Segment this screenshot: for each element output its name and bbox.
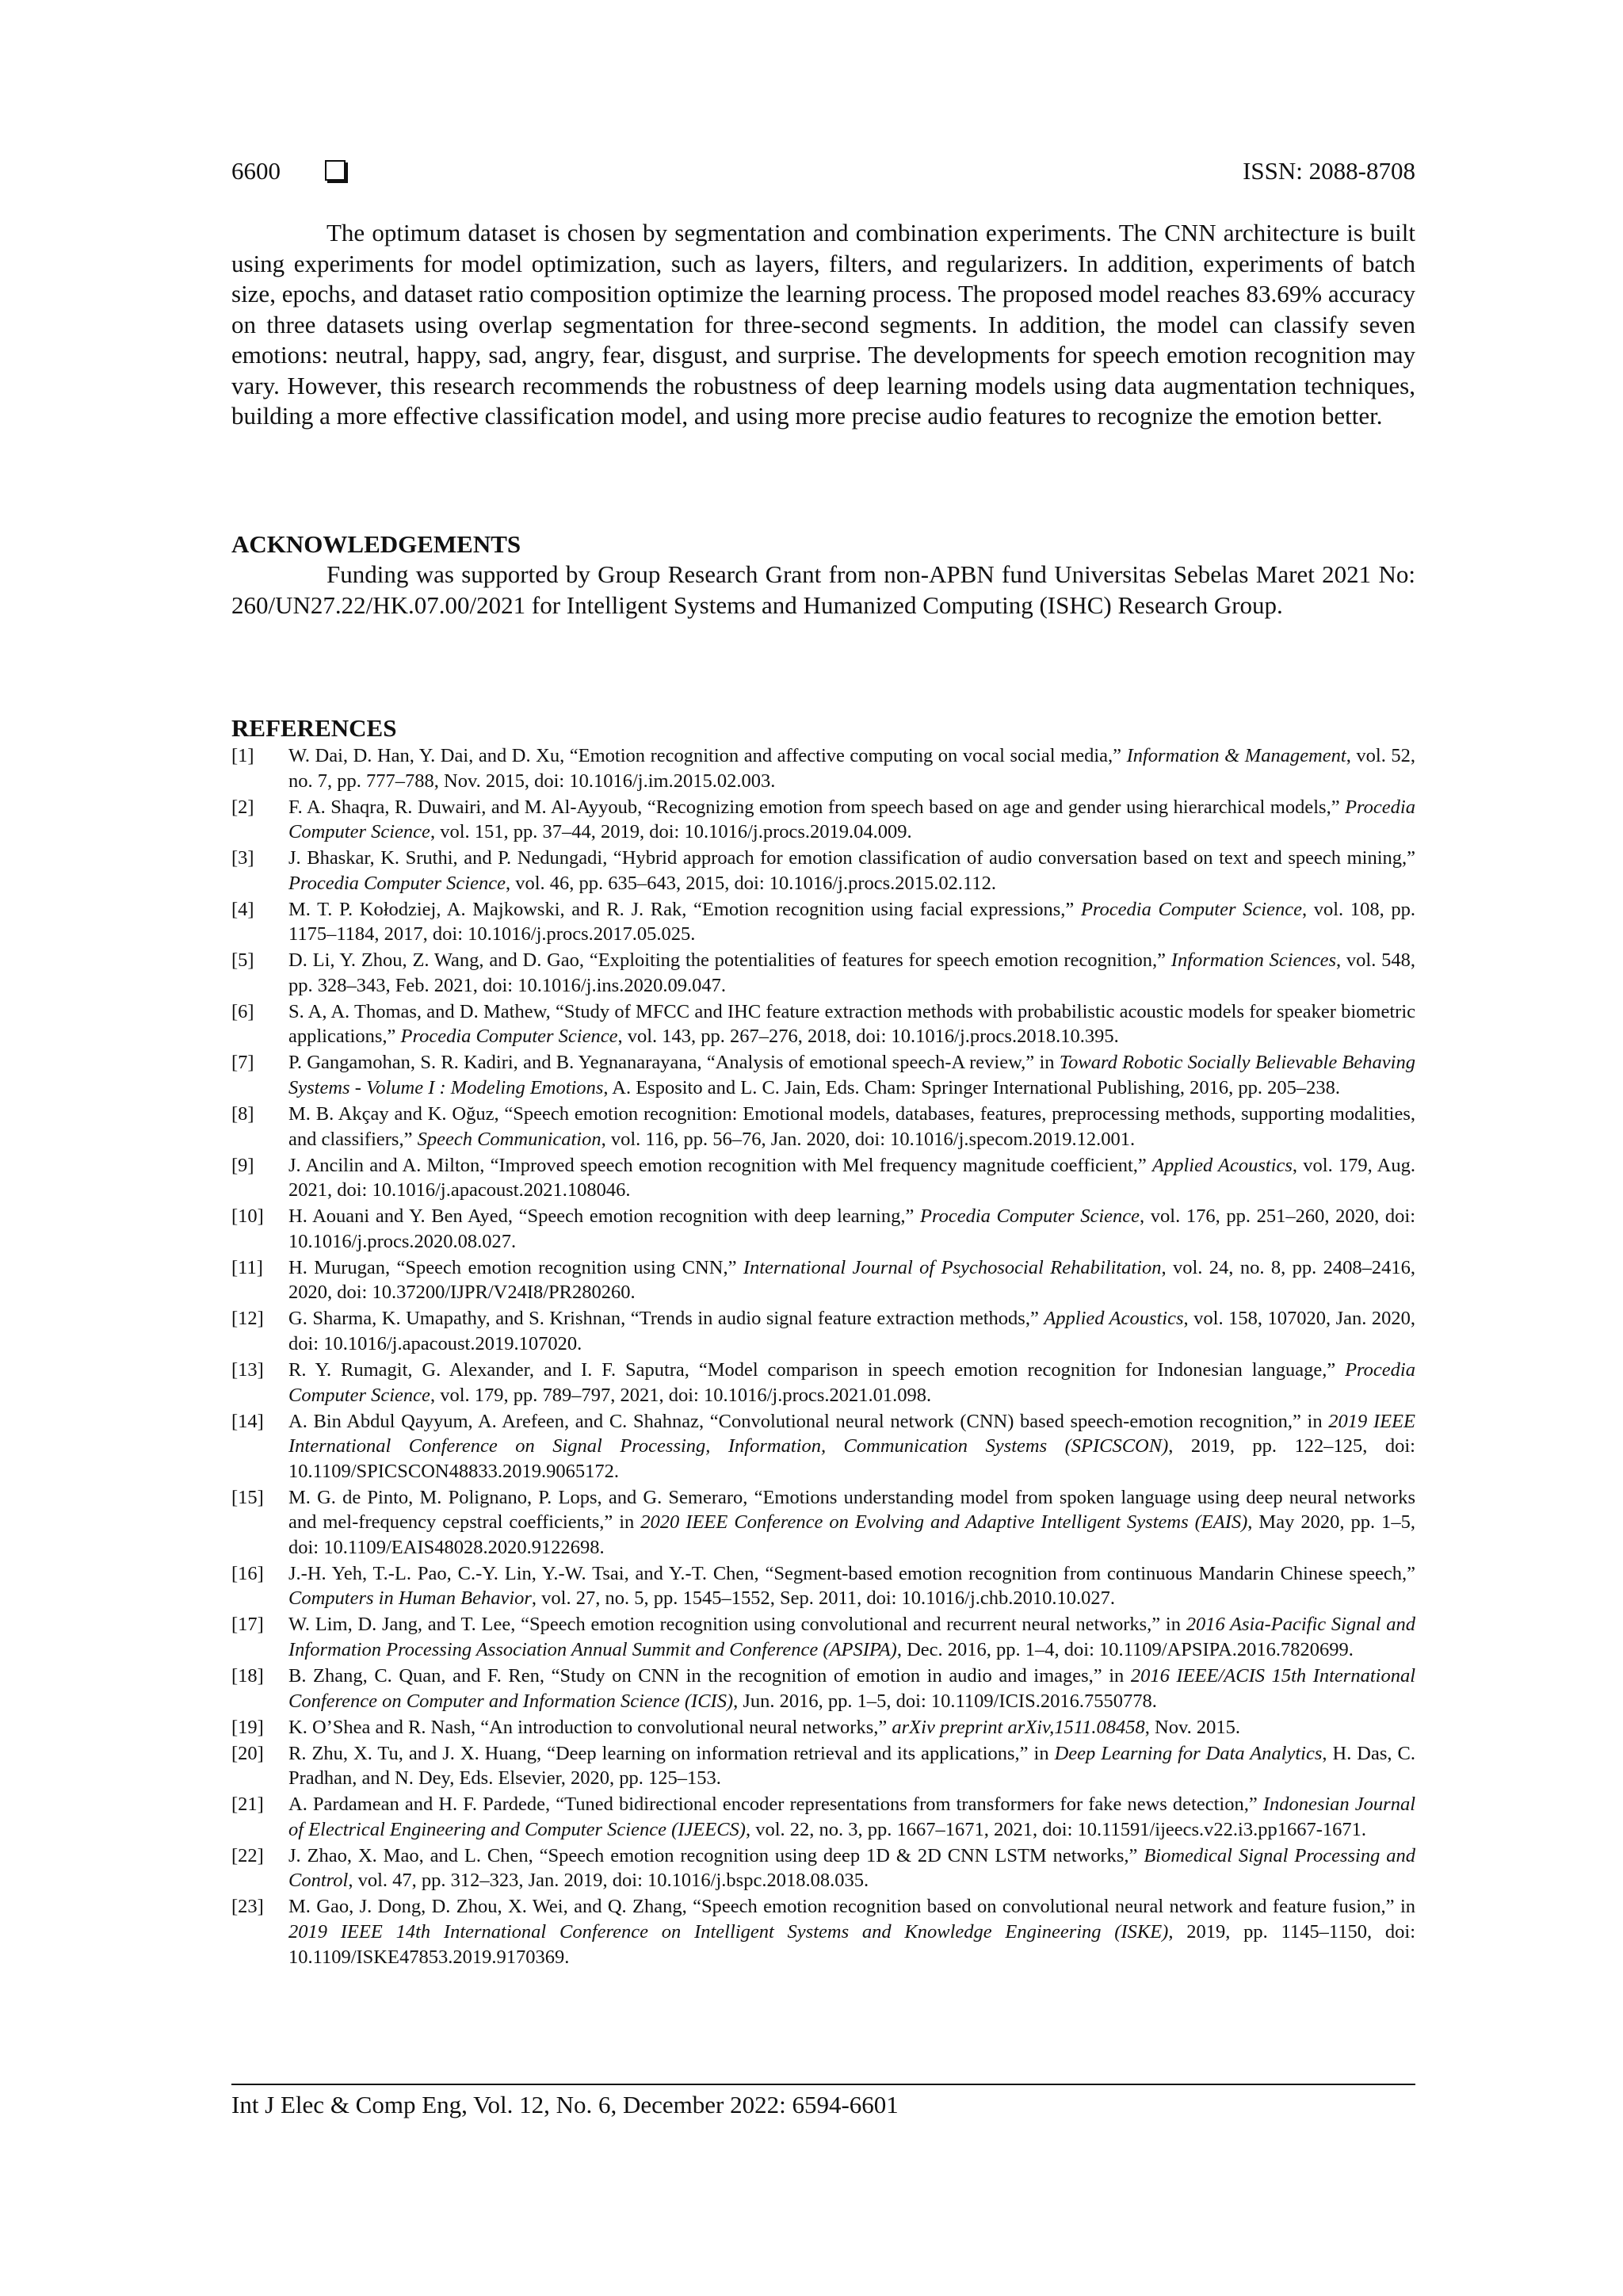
reference-text: W. Dai, D. Han, Y. Dai, and D. Xu, “Emotion recognition and affective computing on vocal social media,” (288, 745, 1127, 766)
reference-item (231, 1894, 1415, 1969)
reference-item (231, 1306, 1415, 1356)
reference-text: K. O’Shea and R. Nash, “An introduction to convolutional neural networks,” (288, 1716, 892, 1738)
reference-text: A. Bin Abdul Qayyum, A. Arefeen, and C. Shahnaz, “Convolutional neural network (CNN) based speech-emotion recognition,” in (288, 1410, 1329, 1432)
reference-details: , vol. 151, pp. 37–44, 2019, doi: 10.1016/j.procs.2019.04.009. (430, 821, 912, 843)
reference-number: [5] (231, 949, 254, 972)
reference-item (231, 1255, 1415, 1305)
reference-item (231, 1358, 1415, 1408)
reference-number: [8] (231, 1103, 254, 1125)
reference-item (231, 1050, 1415, 1100)
reference-text: S. A, A. Thomas, and D. Mathew, “Study of MFCC and IHC feature extraction methods with probabilistic acoustic models for speaker biometric applications,” (288, 1000, 1415, 1048)
reference-item (231, 999, 1415, 1049)
reference-source: International Journal of Psychosocial Rehabilitation (743, 1256, 1162, 1278)
reference-text: M. G. de Pinto, M. Polignano, P. Lops, and G. Semeraro, “Emotions understanding model from spoken language using deep neural networks and mel-frequency cepstral coefficients,” in (288, 1486, 1415, 1534)
page-footer: Int J Elec & Comp Eng, Vol. 12, No. 6, December 2022: 6594-6601 (231, 2091, 899, 2118)
reference-text: W. Lim, D. Jang, and T. Lee, “Speech emotion recognition using convolutional and recurrent neural networks,” in (288, 1614, 1186, 1636)
reference-number: [3] (231, 847, 254, 869)
reference-number: [17] (231, 1614, 264, 1636)
reference-source: 2016 Asia-Pacific Signal and Information Processing Association Annual Summit and Conference (APSIPA) (288, 1614, 1415, 1661)
reference-details: , vol. 116, pp. 56–76, Jan. 2020, doi: 10.1016/j.specom.2019.12.001. (601, 1128, 1136, 1150)
reference-item (231, 1485, 1415, 1561)
reference-number: [9] (231, 1154, 254, 1176)
reference-source: Procedia Computer Science (400, 1026, 618, 1048)
reference-source: Speech Communication (417, 1128, 601, 1150)
acknowledgements-heading: ACKNOWLEDGEMENTS (231, 530, 521, 558)
reference-source: Deep Learning for Data Analytics (1054, 1742, 1323, 1764)
reference-item (231, 795, 1415, 845)
reference-details: , vol. 52, no. 7, pp. 777–788, Nov. 2015, doi: 10.1016/j.im.2015.02.003. (288, 745, 1415, 792)
reference-item (231, 897, 1415, 947)
reference-number: [22] (231, 1844, 264, 1866)
reference-text: M. Gao, J. Dong, D. Zhou, X. Wei, and Q. Zhang, “Speech emotion recognition based on convolutional neural network and feature fusion,” in (288, 1896, 1415, 1918)
reference-item (231, 1664, 1415, 1713)
reference-details: , vol. 24, no. 8, pp. 2408–2416, 2020, doi: 10.37200/IJPR/V24I8/PR280260. (288, 1256, 1416, 1304)
reference-number: [10] (231, 1205, 264, 1228)
reference-text: R. Y. Rumagit, G. Alexander, and I. F. Saputra, “Model comparison in speech emotion recognition for Indonesian language,” (288, 1358, 1346, 1381)
page-header (231, 155, 1415, 190)
footer-divider (231, 2084, 1415, 2085)
reference-text: B. Zhang, C. Quan, and F. Ren, “Study on CNN in the recognition of emotion in audio and images,” in (288, 1665, 1131, 1687)
reference-item (231, 1792, 1415, 1842)
reference-item (231, 743, 1415, 793)
issn-label: ISSN: 2088-8708 (1243, 157, 1415, 185)
reference-text: J. Zhao, X. Mao, and L. Chen, “Speech emotion recognition using deep 1D & 2D CNN LSTM networks,” (288, 1844, 1144, 1866)
reference-number: [7] (231, 1052, 254, 1074)
reference-details: , vol. 176, pp. 251–260, 2020, doi: 10.1016/j.procs.2020.08.027. (288, 1205, 1416, 1252)
reference-item (231, 846, 1415, 896)
reference-number: [19] (231, 1716, 264, 1738)
reference-source: Biomedical Signal Processing and Control (288, 1844, 1415, 1892)
reference-item (231, 1409, 1415, 1484)
reference-text: F. A. Shaqra, R. Duwairi, and M. Al-Ayyoub, “Recognizing emotion from speech based on age and gender using hierarchical models,” (288, 796, 1346, 818)
reference-source: Information & Management (1126, 745, 1346, 766)
reference-source: 2020 IEEE Conference on Evolving and Adaptive Intelligent Systems (EAIS) (640, 1511, 1248, 1534)
reference-text: M. T. P. Kołodziej, A. Majkowski, and R. J. Rak, “Emotion recognition using facial expressions,” (288, 898, 1081, 920)
reference-number: [18] (231, 1665, 264, 1687)
reference-item (231, 1102, 1415, 1152)
reference-text: R. Zhu, X. Tu, and J. X. Huang, “Deep learning on information retrieval and its applications,” in (288, 1742, 1055, 1764)
reference-text: J.-H. Yeh, T.-L. Pao, C.-Y. Lin, Y.-W. Tsai, and Y.-T. Chen, “Segment-based emotion recognition from continuous Mandarin Chinese speech,” (288, 1562, 1415, 1584)
reference-details: , Dec. 2016, pp. 1–4, doi: 10.1109/APSIPA.2016.7820699. (896, 1639, 1354, 1661)
reference-item (231, 1715, 1415, 1740)
reference-source: Procedia Computer Science (1080, 898, 1302, 920)
reference-text: J. Ancilin and A. Milton, “Improved speech emotion recognition with Mel frequency magnitude coefficient,” (288, 1154, 1153, 1176)
reference-text: J. Bhaskar, K. Sruthi, and P. Nedungadi, “Hybrid approach for emotion classification of audio conversation based on text and speech mining,” (288, 847, 1415, 869)
reference-item (231, 1612, 1415, 1662)
reference-details: , vol. 22, no. 3, pp. 1667–1671, 2021, doi: 10.11591/ijeecs.v22.i3.pp1667-1671. (745, 1818, 1367, 1840)
reference-text: G. Sharma, K. Umapathy, and S. Krishnan, “Trends in audio signal feature extraction methods,” (288, 1308, 1044, 1330)
reference-details: , 2019, pp. 122–125, doi: 10.1109/SPICSCON48833.2019.9065172. (288, 1435, 1415, 1482)
reference-number: [1] (231, 745, 254, 766)
reference-details: , 2019, pp. 1145–1150, doi: 10.1109/ISKE47853.2019.9170369. (288, 1920, 1416, 1968)
reference-item (231, 948, 1415, 998)
reference-number: [23] (231, 1896, 264, 1918)
reference-item (231, 1153, 1415, 1203)
reference-details: , vol. 27, no. 5, pp. 1545–1552, Sep. 2011, doi: 10.1016/j.chb.2010.10.027. (531, 1587, 1116, 1610)
reference-details: , vol. 158, 107020, Jan. 2020, doi: 10.1016/j.apacoust.2019.107020. (288, 1308, 1415, 1354)
reference-item (231, 1843, 1415, 1893)
reference-item (231, 1561, 1415, 1611)
acknowledgements-text: Funding was supported by Group Research Grant from non-APBN fund Universitas Sebelas Maret 2021 No: 260/UN27.22/HK.07.00/2021 for Intelligent Systems and Humanized Computing (ISHC) Research Group. (231, 560, 1415, 619)
reference-details: , vol. 47, pp. 312–323, Jan. 2019, doi: 10.1016/j.bspc.2018.08.035. (348, 1870, 869, 1892)
reference-text: H. Murugan, “Speech emotion recognition using CNN,” (288, 1256, 743, 1278)
reference-source: Information Sciences (1170, 949, 1336, 972)
reference-source: Computers in Human Behavior (288, 1587, 532, 1610)
reference-number: [11] (231, 1256, 263, 1278)
references-heading: REFERENCES (231, 714, 397, 742)
reference-details: , vol. 548, pp. 328–343, Feb. 2021, doi: 10.1016/j.ins.2020.09.047. (288, 949, 1415, 996)
reference-source: Procedia Computer Science (288, 1358, 1415, 1406)
reference-number: [13] (231, 1358, 264, 1381)
reference-details: , vol. 179, Aug. 2021, doi: 10.1016/j.apacoust.2021.108046. (288, 1154, 1415, 1201)
reference-source: Procedia Computer Science (288, 796, 1415, 843)
reference-source: 2019 IEEE International Conference on Signal Processing, Information, Communication Systems (SPICSCON) (288, 1410, 1415, 1457)
reference-details: , A. Esposito and L. C. Jain, Eds. Cham: Springer International Publishing, 2016, pp. 205–238. (603, 1077, 1340, 1099)
reference-number: [21] (231, 1794, 264, 1816)
reference-text: A. Pardamean and H. F. Pardede, “Tuned bidirectional encoder representations from transformers for fake news detection,” (288, 1794, 1263, 1816)
reference-number: [4] (231, 898, 254, 920)
reference-details: , vol. 179, pp. 789–797, 2021, doi: 10.1016/j.procs.2021.01.098. (430, 1384, 932, 1406)
reference-source: Applied Acoustics (1044, 1308, 1184, 1330)
reference-number: [15] (231, 1486, 264, 1508)
reference-details: , H. Das, C. Pradhan, and N. Dey, Eds. Elsevier, 2020, pp. 125–153. (288, 1742, 1415, 1790)
reference-text: M. B. Akçay and K. Oğuz, “Speech emotion recognition: Emotional models, databases, features, preprocessing methods, supporting modalities, and classifiers,” (288, 1103, 1415, 1150)
reference-source: Procedia Computer Science (288, 872, 506, 894)
references-list (231, 743, 1415, 1970)
reference-source: Indonesian Journal of Electrical Engineering and Computer Science (IJEECS) (288, 1794, 1416, 1840)
box-bullet-icon (325, 160, 346, 181)
reference-number: [12] (231, 1308, 264, 1330)
reference-number: [14] (231, 1410, 264, 1432)
page-number: 6600 (231, 157, 281, 185)
reference-number: [16] (231, 1562, 264, 1584)
reference-details: , vol. 46, pp. 635–643, 2015, doi: 10.1016/j.procs.2015.02.112. (505, 872, 997, 894)
reference-details: , vol. 108, pp. 1175–1184, 2017, doi: 10.1016/j.procs.2017.05.025. (288, 898, 1415, 946)
reference-source: Applied Acoustics (1152, 1154, 1293, 1176)
reference-details: , May 2020, pp. 1–5, doi: 10.1109/EAIS48028.2020.9122698. (288, 1511, 1415, 1558)
reference-text: H. Aouani and Y. Ben Ayed, “Speech emotion recognition with deep learning,” (288, 1205, 921, 1228)
reference-source: 2016 IEEE/ACIS 15th International Conference on Computer and Information Science (ICIS) (288, 1665, 1415, 1712)
reference-item (231, 1741, 1415, 1791)
reference-source: arXiv preprint arXiv,1511.08458 (892, 1716, 1145, 1738)
conclusion-paragraph: The optimum dataset is chosen by segmentation and combination experiments. The CNN architecture is built using experiments for model optimization, such as layers, filters, and regularizers. In addition, experiments of batch size, epochs, and dataset ratio composition optimize the learning process. The proposed model reaches 83.69% accuracy on three datasets using overlap segmentation for three-second segments. In addition, the model can classify seven emotions: neutral, happy, sad, angry, fear, disgust, and surprise. The developments for speech emotion recognition may vary. However, this research recommends the robustness of deep learning models using data augmentation techniques, building a more effective classification model, and using more precise audio features to recognize the emotion better. (231, 219, 1415, 430)
reference-number: [6] (231, 1000, 254, 1022)
reference-number: [2] (231, 796, 254, 818)
reference-source: Toward Robotic Socially Believable Behaving Systems - Volume I : Modeling Emotions (288, 1052, 1415, 1099)
reference-text: P. Gangamohan, S. R. Kadiri, and B. Yegnanarayana, “Analysis of emotional speech-A review,” in (288, 1052, 1060, 1074)
reference-details: , vol. 143, pp. 267–276, 2018, doi: 10.1016/j.procs.2018.10.395. (617, 1026, 1119, 1048)
reference-source: Procedia Computer Science (920, 1205, 1140, 1228)
reference-number: [20] (231, 1742, 264, 1764)
reference-details: , Jun. 2016, pp. 1–5, doi: 10.1109/ICIS.2016.7550778. (733, 1690, 1157, 1712)
reference-item (231, 1204, 1415, 1254)
reference-source: 2019 IEEE 14th International Conference on Intelligent Systems and Knowledge Engineering (ISKE) (288, 1920, 1169, 1943)
reference-text: D. Li, Y. Zhou, Z. Wang, and D. Gao, “Exploiting the potentialities of features for speech emotion recognition,” (288, 949, 1171, 972)
reference-details: , Nov. 2015. (1144, 1716, 1240, 1738)
